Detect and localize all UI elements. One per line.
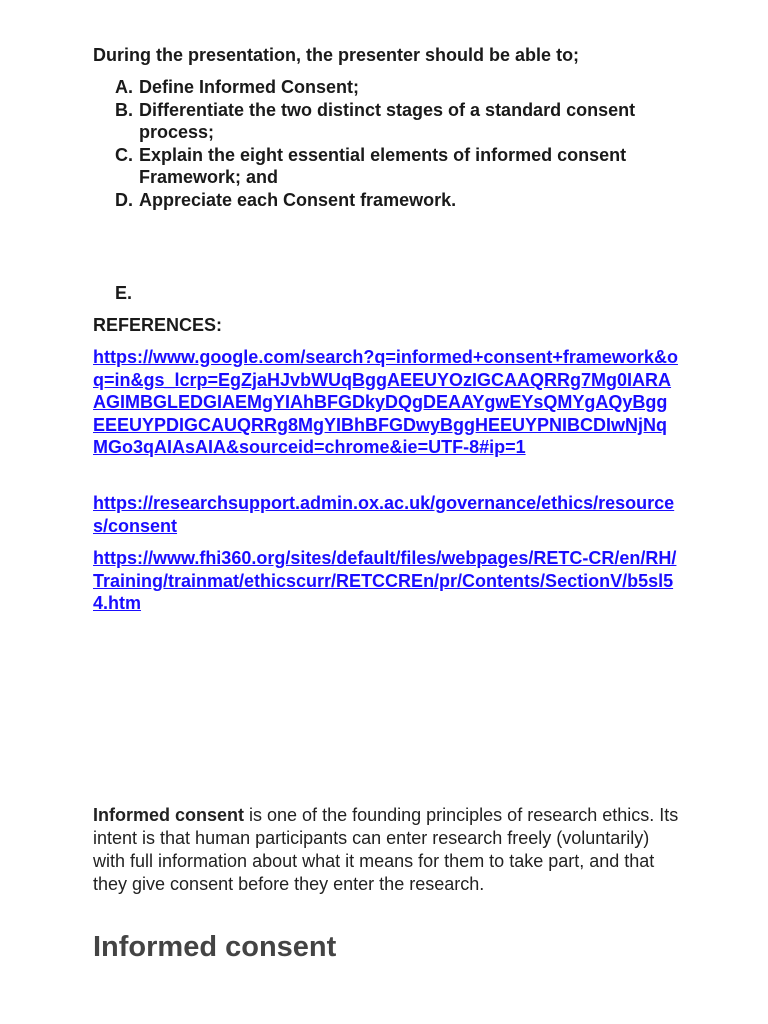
objective-text: Explain the eight essential elements of informed consent Framework; and [139, 144, 627, 187]
objective-item [115, 99, 675, 144]
paragraph-bold-lead: Informed consent [93, 805, 245, 825]
intro-text: During the presentation, the presenter should be able to; [93, 45, 580, 65]
empty-list-item-marker: E. [115, 283, 133, 303]
objective-item [115, 189, 675, 212]
paragraph-body: is one of the founding principles of research ethics. Its intent is that human participants can enter research freely (voluntarily) with full information about what it means for them to take part, and that they give consent before they enter the research. [93, 805, 679, 894]
objective-marker: A. [115, 77, 133, 97]
objective-marker: B. [115, 99, 133, 120]
reference-link-oxford[interactable]: https://researchsupport.admin.ox.ac.uk/governance/ethics/resources/consent [93, 493, 675, 536]
objective-text: Define Informed Consent; [139, 77, 360, 97]
reference-link-fhi360[interactable]: https://www.fhi360.org/sites/default/files/webpages/RETC-CR/en/RH/Training/trainmat/ethicscurr/RETCCREn/pr/Contents/SectionV/b5sl54.htm [93, 548, 677, 614]
informed-consent-paragraph [93, 804, 683, 896]
objective-item [115, 76, 675, 99]
section-heading: Informed consent [93, 931, 337, 964]
reference-link-google[interactable]: https://www.google.com/search?q=informed+consent+framework&oq=in&gs_lcrp=EgZjaHJvbWUqBggAEEUYOzIGCAAQRRg7Mg0IARAAGIMBGLEDGIAEMgYIAhBFGDkyDQgDEAAYgwEYsQMYgAQyBggEEEUYPDIGCAUQRRg8MgYIBhBFGDwyBggHEEUYPNIBCDIwNjNqMGo3qAIAsAIA&sourceid=chrome&ie=UTF-8#ip=1 [93, 347, 678, 458]
objective-item [115, 144, 675, 189]
objective-text: Differentiate the two distinct stages of a standard consent process; [139, 99, 636, 142]
objectives-list [115, 76, 675, 211]
references-heading: REFERENCES: [93, 315, 223, 335]
objective-marker: C. [115, 144, 133, 165]
objective-marker: D. [115, 189, 133, 210]
objective-text: Appreciate each Consent framework. [139, 189, 457, 210]
